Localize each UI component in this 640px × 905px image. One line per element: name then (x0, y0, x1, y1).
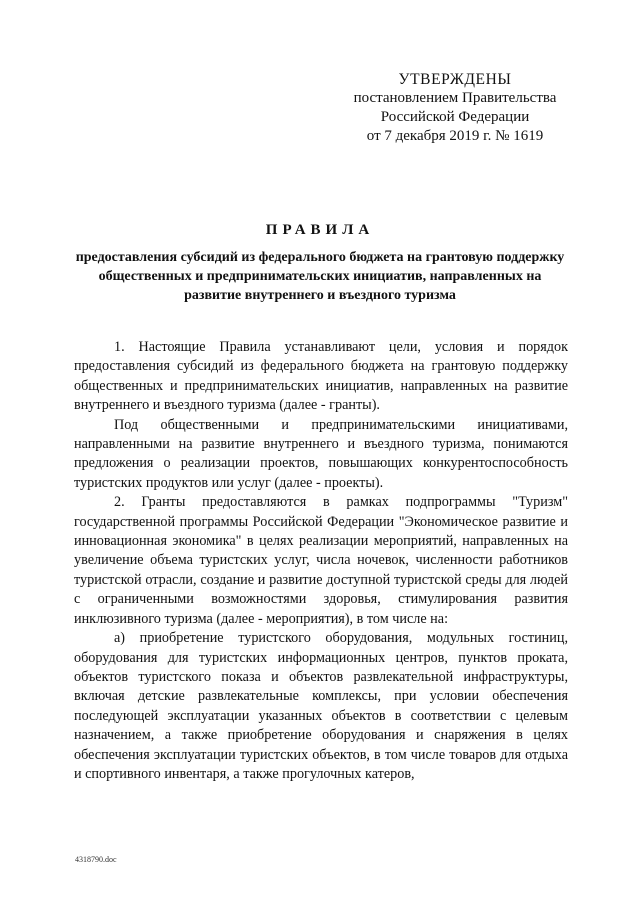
approval-stamp (335, 70, 575, 146)
document-body (74, 338, 568, 784)
paragraph-2: Под общественными и предпринимательскими инициативами, направленными на развитие внутреннего и въездного туризма, понимаются предложения о реализации проектов, повышающих конкурентоспособность туристских продуктов или услуг (далее - проекты). (74, 416, 568, 491)
approval-line-resolution: постановлением Правительства (353, 90, 557, 106)
document-subtitle: предоставления субсидий из федерального бюджета на грантовую поддержку общественных и предпринимательских инициатив, направленных на развитие внутреннего и въездного туризма (75, 250, 565, 303)
paragraph-1: 1. Настоящие Правила устанавливают цели, условия и порядок предоставления субсидий из федерального бюджета на грантовую поддержку общественных и предпринимательских инициатив, направленных на развитие внутреннего и въездного туризма (далее - гранты). (74, 339, 568, 414)
approval-heading: УТВЕРЖДЕНЫ (398, 71, 512, 88)
approval-line-federation: Российской Федерации (380, 109, 530, 125)
file-code: 4318790.doc (75, 855, 117, 864)
paragraph-4: а) приобретение туристского оборудования, модульных гостиниц, оборудования для туристских информационных центров, пунктов проката, объектов туристского показа и объектов развлекательной инфраструктуры, включая детские развлекательные комплексы, при условии обеспечения последующей эксплуатации указанных объектов в соответствии с целевым назначением, а также приобретение оборудования и снаряжения в целях обеспечения эксплуатации туристских объектов, в том числе товаров для отдыха и спортивного инвентаря, а также прогулочных катеров, (74, 630, 568, 782)
approval-line-date-number: от 7 декабря 2019 г. № 1619 (366, 128, 544, 144)
paragraph-3: 2. Гранты предоставляются в рамках подпрограммы "Туризм" государственной программы Российской Федерации "Экономическое развитие и инновационная экономика" в целях реализации мероприятий, направленных на увеличение объема туристских услуг, числа ночевок, численности работников туристской отрасли, создание и развитие доступной туристской среды для людей с ограниченными возможностями здоровья, стимулирования развития инклюзивного туризма (далее - мероприятия), в том числе на: (74, 494, 568, 627)
document-title: ПРАВИЛА (265, 222, 375, 238)
